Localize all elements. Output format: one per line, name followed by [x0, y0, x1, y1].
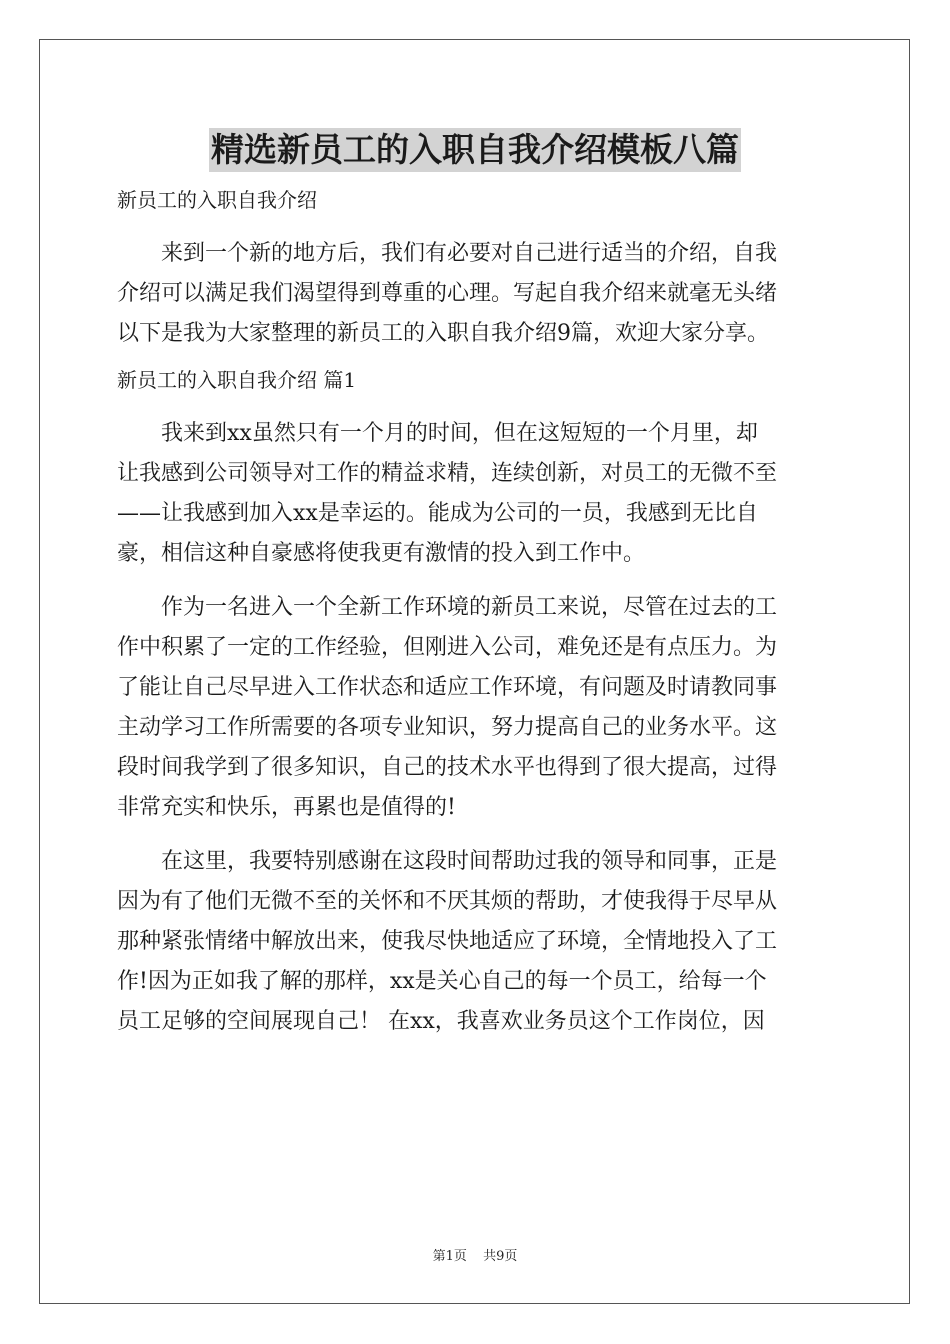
- text-line: 因为有了他们无微不至的关怀和不厌其烦的帮助，才使我得于尽早从: [117, 889, 778, 914]
- text-line: 介绍可以满足我们渴望得到尊重的心理。写起自我介绍来就毫无头绪: [117, 281, 778, 306]
- paragraph-2: [117, 588, 833, 828]
- section-heading: 新员工的入职自我介绍: [117, 188, 317, 212]
- text-line: 我来到xx虽然只有一个月的时间，但在这短短的一个月里，却: [161, 421, 758, 446]
- text-line: 员工足够的空间展现自己！ 在xx，我喜欢业务员这个工作岗位，因: [117, 1009, 765, 1034]
- text-line: 豪，相信这种自豪感将使我更有激情的投入到工作中。: [117, 541, 646, 566]
- text-line: 作!因为正如我了解的那样，xx是关心自己的每一个员工，给每一个: [117, 969, 767, 994]
- text-line: 那种紧张情绪中解放出来，使我尽快地适应了环境，全情地投入了工: [117, 929, 778, 954]
- document-title: 精选新员工的入职自我介绍模板八篇: [209, 128, 741, 172]
- text-line: 作为一名进入一个全新工作环境的新员工来说，尽管在过去的工: [161, 595, 778, 620]
- text-line: 在这里，我要特别感谢在这段时间帮助过我的领导和同事，正是: [161, 849, 778, 874]
- document-body: [117, 180, 833, 1042]
- text-line: 非常充实和快乐，再累也是值得的!: [117, 795, 456, 820]
- text-line: ——让我感到加入xx是幸运的。能成为公司的一员，我感到无比自: [117, 501, 758, 526]
- text-line: 来到一个新的地方后，我们有必要对自己进行适当的介绍，自我: [161, 241, 778, 266]
- intro-paragraph: [117, 234, 833, 354]
- page-number: 第1页: [432, 1249, 467, 1264]
- text-line: 作中积累了一定的工作经验，但刚进入公司，难免还是有点压力。为: [117, 635, 778, 660]
- paragraph-1: [117, 414, 833, 574]
- paragraph-3: [117, 842, 833, 1042]
- page-footer: [0, 1245, 950, 1264]
- article-heading: 新员工的入职自我介绍 篇1: [117, 368, 357, 392]
- text-line: 以下是我为大家整理的新员工的入职自我介绍9篇，欢迎大家分享。: [117, 321, 769, 346]
- text-line: 了能让自己尽早进入工作状态和适应工作环境，有问题及时请教同事: [117, 675, 778, 700]
- title-container: [0, 128, 950, 172]
- page-total: 共9页: [483, 1249, 518, 1264]
- text-line: 段时间我学到了很多知识，自己的技术水平也得到了很大提高，过得: [117, 755, 778, 780]
- text-line: 主动学习工作所需要的各项专业知识，努力提高自己的业务水平。这: [117, 715, 778, 740]
- text-line: 让我感到公司领导对工作的精益求精，连续创新，对员工的无微不至: [117, 461, 778, 486]
